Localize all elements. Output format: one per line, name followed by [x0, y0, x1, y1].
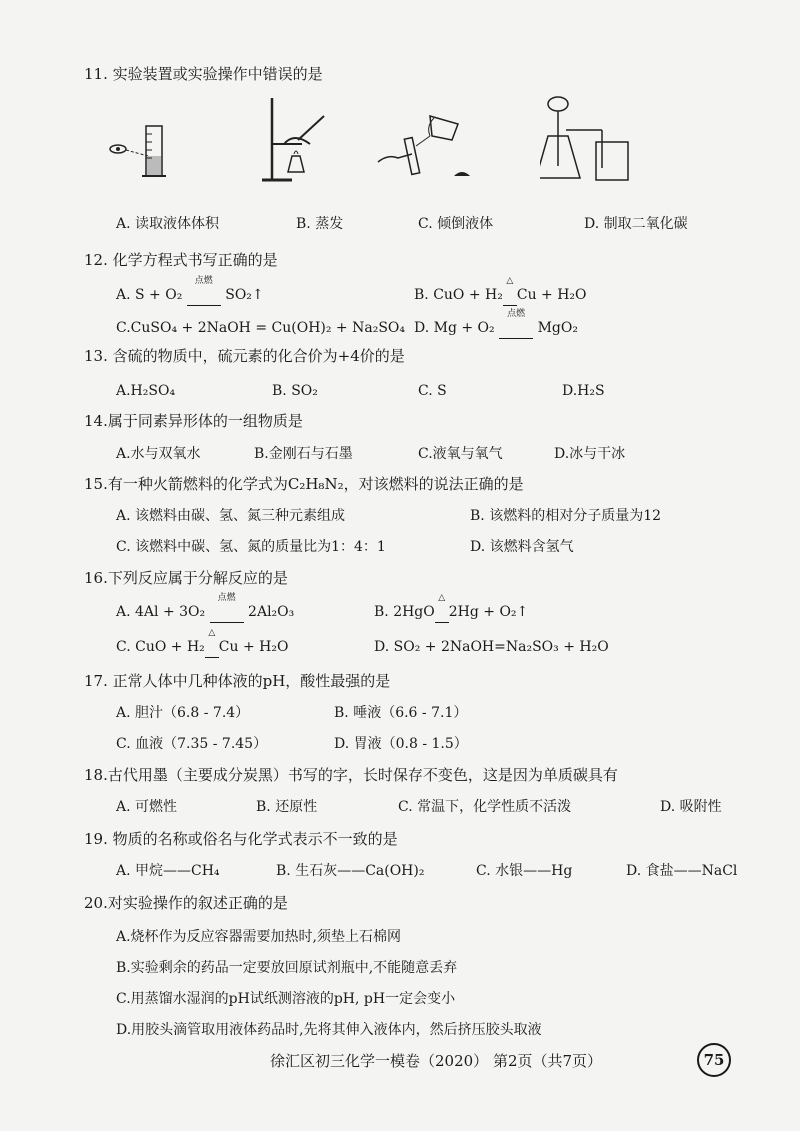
question-12-stem: 12. 化学方程式书写正确的是 — [84, 251, 278, 269]
question-15-option-b: B. 该燃料的相对分子质量为12 — [470, 508, 662, 524]
question-20-option-b: B.实验剩余的药品一定要放回原试剂瓶中,不能随意丢弃 — [116, 960, 458, 976]
question-17-stem: 17. 正常人体中几种体液的pH，酸性最强的是 — [84, 672, 391, 690]
evaporation-setup-icon — [258, 96, 338, 182]
question-19-option-d: D. 食盐——NaCl — [626, 863, 738, 879]
question-18-stem: 18.古代用墨（主要成分炭黑）书写的字，长时保存不变色，这是因为单质碳具有 — [84, 766, 618, 784]
question-19-stem: 19. 物质的名称或俗名与化学式表示不一致的是 — [84, 830, 398, 848]
question-16-option-b: B. 2HgO △ 2Hg + O₂↑ — [374, 602, 528, 623]
question-13-option-a: A.H₂SO₄ — [116, 383, 176, 399]
question-18-option-c: C. 常温下，化学性质不活泼 — [398, 799, 572, 815]
question-19-option-c: C. 水银——Hg — [476, 863, 573, 879]
question-11-option-d: D. 制取二氧化碳 — [584, 216, 688, 232]
co2-generator-icon — [540, 96, 640, 182]
question-20-option-a: A.烧杯作为反应容器需要加热时,须垫上石棉网 — [116, 929, 402, 945]
question-17-option-c: C. 血液（7.35 - 7.45） — [116, 736, 268, 752]
question-12-option-a: A. S + O₂ 点燃 SO₂↑ — [116, 285, 264, 306]
page-footer: 徐汇区初三化学一模卷（2020） 第2页（共7页） — [270, 1052, 603, 1070]
question-14-stem: 14.属于同素异形体的一组物质是 — [84, 412, 303, 430]
question-15-option-c: C. 该燃料中碳、氢、氮的质量比为1：4：1 — [116, 539, 386, 555]
question-15-option-a: A. 该燃料由碳、氢、氮三种元素组成 — [116, 508, 346, 524]
question-16-option-d: D. SO₂ + 2NaOH=Na₂SO₃ + H₂O — [374, 639, 609, 655]
question-16-stem: 16.下列反应属于分解反应的是 — [84, 569, 288, 587]
question-11-stem: 11. 实验装置或实验操作中错误的是 — [84, 65, 323, 83]
graduated-cylinder-icon — [104, 96, 184, 182]
question-20-stem: 20.对实验操作的叙述正确的是 — [84, 894, 288, 912]
question-11-option-c: C. 倾倒液体 — [418, 216, 494, 232]
question-12-option-b: B. CuO + H₂ △ Cu + H₂O — [414, 285, 587, 306]
question-13-stem: 13. 含硫的物质中，硫元素的化合价为+4价的是 — [84, 347, 405, 365]
question-17-option-a: A. 胆汁（6.8 - 7.4） — [116, 705, 250, 721]
question-11-option-a: A. 读取液体体积 — [116, 216, 220, 232]
question-17-option-b: B. 唾液（6.6 - 7.1） — [334, 705, 468, 721]
question-18-option-d: D. 吸附性 — [660, 799, 722, 815]
question-14-option-c: C.液氧与氧气 — [418, 446, 503, 462]
page-badge: 75 — [697, 1043, 731, 1077]
question-15-stem: 15.有一种火箭燃料的化学式为C₂H₈N₂，对该燃料的说法正确的是 — [84, 475, 524, 493]
question-13-option-d: D.H₂S — [562, 383, 605, 399]
question-19-option-a: A. 甲烷——CH₄ — [116, 863, 220, 879]
question-19-option-b: B. 生石灰——Ca(OH)₂ — [276, 863, 425, 879]
question-14-option-d: D.冰与干冰 — [554, 446, 626, 462]
question-18-option-a: A. 可燃性 — [116, 799, 178, 815]
question-12-option-c: C.CuSO₄ + 2NaOH = Cu(OH)₂ + Na₂SO₄ — [116, 320, 405, 336]
question-11-option-b: B. 蒸发 — [296, 216, 344, 232]
question-12-option-d: D. Mg + O₂ 点燃 MgO₂ — [414, 318, 578, 339]
question-20-option-d: D.用胶头滴管取用液体药品时,先将其伸入液体内，然后挤压胶头取液 — [116, 1022, 542, 1038]
question-20-option-c: C.用蒸馏水湿润的pH试纸测溶液的pH, pH一定会变小 — [116, 991, 456, 1007]
question-14-option-b: B.金刚石与石墨 — [254, 446, 353, 462]
question-15-option-d: D. 该燃料含氢气 — [470, 539, 574, 555]
question-13-option-b: B. SO₂ — [272, 383, 318, 399]
question-17-option-d: D. 胃液（0.8 - 1.5） — [334, 736, 468, 752]
question-13-option-c: C. S — [418, 383, 447, 399]
question-14-option-a: A.水与双氧水 — [116, 446, 201, 462]
question-16-option-a: A. 4Al + 3O₂ 点燃 2Al₂O₃ — [116, 602, 294, 623]
question-18-option-b: B. 还原性 — [256, 799, 318, 815]
question-16-option-c: C. CuO + H₂ △ Cu + H₂O — [116, 637, 288, 658]
pouring-liquid-icon — [374, 96, 474, 182]
